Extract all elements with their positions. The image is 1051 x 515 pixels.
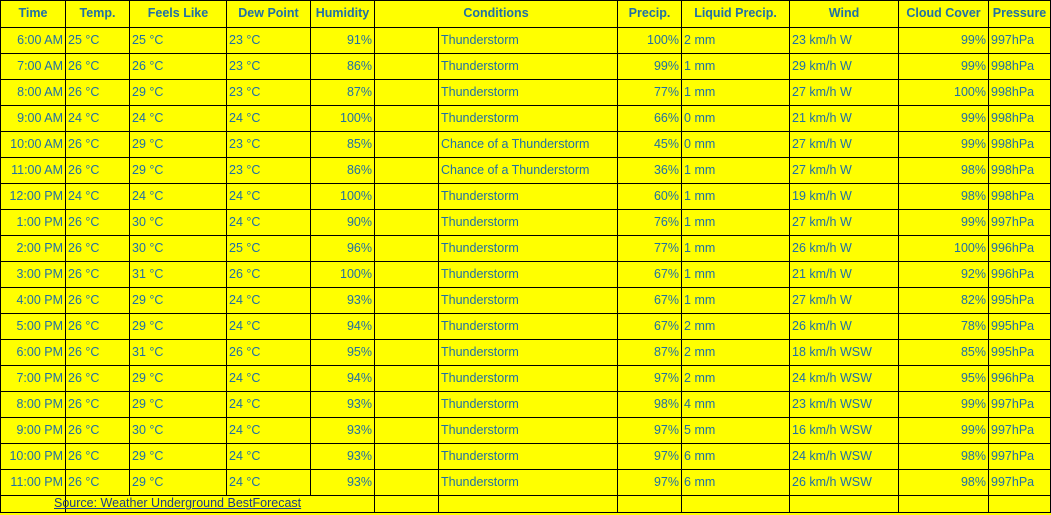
cell-dew-point: 24 °C	[227, 288, 311, 314]
cell-wind: 23 km/h W	[790, 28, 899, 54]
cell-conditions: Thunderstorm	[439, 288, 618, 314]
cell-temp: 26 °C	[66, 288, 130, 314]
cell-precip: 100%	[618, 28, 682, 54]
table-row	[1, 366, 1051, 392]
cell-blank	[375, 470, 439, 496]
cell-cloud-cover: 82%	[899, 288, 989, 314]
cell-feels-like: 29 °C	[130, 288, 227, 314]
cell-liquid-precip: 2 mm	[682, 28, 790, 54]
cell-temp: 26 °C	[66, 418, 130, 444]
cell-cloud-cover: 99%	[899, 210, 989, 236]
header-row	[1, 1, 1051, 28]
cell-precip: 97%	[618, 470, 682, 496]
cell-pressure: 997hPa	[989, 418, 1051, 444]
table-row	[1, 80, 1051, 106]
cell-blank	[375, 418, 439, 444]
cell-feels-like: 29 °C	[130, 366, 227, 392]
cell-liquid-precip: 1 mm	[682, 236, 790, 262]
cell-blank	[375, 392, 439, 418]
cell-time: 3:00 PM	[1, 262, 66, 288]
cell-humidity: 90%	[311, 210, 375, 236]
cell-wind: 26 km/h W	[790, 314, 899, 340]
cell-feels-like: 30 °C	[130, 236, 227, 262]
cell-feels-like: 30 °C	[130, 210, 227, 236]
cell-feels-like: 31 °C	[130, 340, 227, 366]
cell-humidity: 93%	[311, 418, 375, 444]
cell-precip: 67%	[618, 314, 682, 340]
cell-pressure: 996hPa	[989, 262, 1051, 288]
cell-liquid-precip: 0 mm	[682, 106, 790, 132]
cell-conditions: Thunderstorm	[439, 28, 618, 54]
cell-pressure: 998hPa	[989, 184, 1051, 210]
table-row	[1, 28, 1051, 54]
cell-temp: 25 °C	[66, 28, 130, 54]
cell-liquid-precip: 5 mm	[682, 418, 790, 444]
cell-humidity: 94%	[311, 366, 375, 392]
cell-temp: 26 °C	[66, 314, 130, 340]
cell-dew-point: 23 °C	[227, 80, 311, 106]
cell-pressure: 997hPa	[989, 444, 1051, 470]
cell-conditions: Chance of a Thunderstorm	[439, 132, 618, 158]
table-row	[1, 132, 1051, 158]
cell-cloud-cover: 99%	[899, 418, 989, 444]
cell-pressure: 997hPa	[989, 28, 1051, 54]
cell-cloud-cover: 92%	[899, 262, 989, 288]
cell-precip: 97%	[618, 366, 682, 392]
cell-precip: 87%	[618, 340, 682, 366]
table-row	[1, 340, 1051, 366]
cell-feels-like: 29 °C	[130, 80, 227, 106]
cell-wind: 21 km/h W	[790, 106, 899, 132]
cell-humidity: 100%	[311, 106, 375, 132]
cell-liquid-precip: 1 mm	[682, 184, 790, 210]
cell-cloud-cover: 98%	[899, 184, 989, 210]
cell-time: 1:00 PM	[1, 210, 66, 236]
cell-precip: 45%	[618, 132, 682, 158]
cell-time: 9:00 PM	[1, 418, 66, 444]
header-feels-like: Feels Like	[130, 1, 227, 28]
cell-cloud-cover: 99%	[899, 132, 989, 158]
cell-dew-point: 25 °C	[227, 236, 311, 262]
cell-dew-point: 24 °C	[227, 392, 311, 418]
cell-time: 6:00 AM	[1, 28, 66, 54]
cell-blank	[375, 314, 439, 340]
cell-time: 11:00 PM	[1, 470, 66, 496]
cell-time: 11:00 AM	[1, 158, 66, 184]
cell-dew-point: 26 °C	[227, 262, 311, 288]
cell-dew-point: 23 °C	[227, 28, 311, 54]
cell-precip: 77%	[618, 236, 682, 262]
cell-dew-point: 23 °C	[227, 54, 311, 80]
cell-humidity: 100%	[311, 184, 375, 210]
cell-pressure: 996hPa	[989, 366, 1051, 392]
cell-pressure: 996hPa	[989, 236, 1051, 262]
cell-temp: 24 °C	[66, 184, 130, 210]
cell-temp: 26 °C	[66, 158, 130, 184]
cell-temp: 26 °C	[66, 210, 130, 236]
cell-precip: 67%	[618, 262, 682, 288]
cell-liquid-precip: 2 mm	[682, 366, 790, 392]
cell-blank	[375, 366, 439, 392]
cell-humidity: 93%	[311, 392, 375, 418]
cell-liquid-precip: 4 mm	[682, 392, 790, 418]
footer-row	[1, 496, 1051, 513]
cell-precip: 77%	[618, 80, 682, 106]
cell-feels-like: 25 °C	[130, 28, 227, 54]
cell-conditions: Thunderstorm	[439, 340, 618, 366]
cell-time: 12:00 PM	[1, 184, 66, 210]
table-row	[1, 236, 1051, 262]
cell-humidity: 95%	[311, 340, 375, 366]
cell-precip: 99%	[618, 54, 682, 80]
cell-conditions: Chance of a Thunderstorm	[439, 158, 618, 184]
cell-feels-like: 29 °C	[130, 158, 227, 184]
cell-blank	[375, 158, 439, 184]
header-dew-point: Dew Point	[227, 1, 311, 28]
cell-pressure: 995hPa	[989, 314, 1051, 340]
cell-blank	[375, 262, 439, 288]
header-pressure: Pressure	[989, 1, 1051, 28]
cell-feels-like: 24 °C	[130, 106, 227, 132]
cell-cloud-cover: 100%	[899, 80, 989, 106]
cell-liquid-precip: 2 mm	[682, 340, 790, 366]
cell-feels-like: 29 °C	[130, 444, 227, 470]
cell-conditions: Thunderstorm	[439, 444, 618, 470]
cell-blank	[375, 80, 439, 106]
cell-feels-like: 26 °C	[130, 54, 227, 80]
cell-feels-like: 24 °C	[130, 184, 227, 210]
cell-cloud-cover: 99%	[899, 28, 989, 54]
cell-feels-like: 29 °C	[130, 314, 227, 340]
cell-wind: 29 km/h W	[790, 54, 899, 80]
table-row	[1, 158, 1051, 184]
cell-temp: 26 °C	[66, 392, 130, 418]
table-row	[1, 54, 1051, 80]
cell-humidity: 93%	[311, 470, 375, 496]
cell-precip: 60%	[618, 184, 682, 210]
cell-time: 10:00 PM	[1, 444, 66, 470]
cell-time: 9:00 AM	[1, 106, 66, 132]
cell-precip: 97%	[618, 444, 682, 470]
cell-conditions: Thunderstorm	[439, 366, 618, 392]
cell-pressure: 997hPa	[989, 470, 1051, 496]
cell-liquid-precip: 0 mm	[682, 132, 790, 158]
cell-blank	[375, 340, 439, 366]
table-row	[1, 262, 1051, 288]
cell-wind: 24 km/h WSW	[790, 444, 899, 470]
header-time: Time	[1, 1, 66, 28]
cell-time: 2:00 PM	[1, 236, 66, 262]
cell-conditions: Thunderstorm	[439, 314, 618, 340]
cell-temp: 24 °C	[66, 106, 130, 132]
cell-temp: 26 °C	[66, 444, 130, 470]
cell-wind: 21 km/h W	[790, 262, 899, 288]
cell-blank	[375, 54, 439, 80]
cell-wind: 27 km/h W	[790, 210, 899, 236]
cell-cloud-cover: 98%	[899, 158, 989, 184]
cell-blank	[375, 236, 439, 262]
cell-time: 10:00 AM	[1, 132, 66, 158]
header-liquid-precip: Liquid Precip.	[682, 1, 790, 28]
table-row	[1, 444, 1051, 470]
cell-dew-point: 24 °C	[227, 444, 311, 470]
cell-humidity: 91%	[311, 28, 375, 54]
cell-conditions: Thunderstorm	[439, 262, 618, 288]
table-row	[1, 106, 1051, 132]
cell-cloud-cover: 95%	[899, 366, 989, 392]
cell-pressure: 998hPa	[989, 158, 1051, 184]
table-row	[1, 288, 1051, 314]
cell-pressure: 998hPa	[989, 106, 1051, 132]
cell-dew-point: 24 °C	[227, 366, 311, 392]
cell-wind: 24 km/h WSW	[790, 366, 899, 392]
cell-conditions: Thunderstorm	[439, 236, 618, 262]
header-wind: Wind	[790, 1, 899, 28]
cell-conditions: Thunderstorm	[439, 418, 618, 444]
cell-humidity: 94%	[311, 314, 375, 340]
cell-temp: 26 °C	[66, 54, 130, 80]
cell-temp: 26 °C	[66, 236, 130, 262]
cell-liquid-precip: 1 mm	[682, 80, 790, 106]
cell-temp: 26 °C	[66, 340, 130, 366]
cell-feels-like: 29 °C	[130, 470, 227, 496]
cell-conditions: Thunderstorm	[439, 80, 618, 106]
table-row	[1, 184, 1051, 210]
cell-blank	[375, 210, 439, 236]
cell-cloud-cover: 98%	[899, 470, 989, 496]
cell-dew-point: 24 °C	[227, 184, 311, 210]
cell-time: 4:00 PM	[1, 288, 66, 314]
cell-liquid-precip: 1 mm	[682, 54, 790, 80]
cell-humidity: 93%	[311, 444, 375, 470]
cell-dew-point: 23 °C	[227, 158, 311, 184]
cell-wind: 27 km/h W	[790, 158, 899, 184]
cell-pressure: 997hPa	[989, 392, 1051, 418]
header-conditions: Conditions	[375, 1, 618, 28]
cell-time: 7:00 PM	[1, 366, 66, 392]
header-cloud-cover: Cloud Cover	[899, 1, 989, 28]
cell-precip: 98%	[618, 392, 682, 418]
table-row	[1, 314, 1051, 340]
cell-conditions: Thunderstorm	[439, 210, 618, 236]
header-precip: Precip.	[618, 1, 682, 28]
cell-wind: 26 km/h W	[790, 236, 899, 262]
cell-cloud-cover: 99%	[899, 106, 989, 132]
cell-liquid-precip: 1 mm	[682, 210, 790, 236]
cell-blank	[375, 106, 439, 132]
cell-conditions: Thunderstorm	[439, 184, 618, 210]
cell-temp: 26 °C	[66, 80, 130, 106]
cell-liquid-precip: 1 mm	[682, 158, 790, 184]
cell-dew-point: 24 °C	[227, 106, 311, 132]
cell-conditions: Thunderstorm	[439, 470, 618, 496]
cell-wind: 27 km/h W	[790, 80, 899, 106]
cell-cloud-cover: 78%	[899, 314, 989, 340]
header-humidity: Humidity	[311, 1, 375, 28]
cell-temp: 26 °C	[66, 470, 130, 496]
cell-temp: 26 °C	[66, 262, 130, 288]
cell-pressure: 995hPa	[989, 340, 1051, 366]
cell-precip: 76%	[618, 210, 682, 236]
table-row	[1, 392, 1051, 418]
cell-blank	[375, 288, 439, 314]
cell-humidity: 86%	[311, 54, 375, 80]
cell-humidity: 96%	[311, 236, 375, 262]
cell-feels-like: 30 °C	[130, 418, 227, 444]
cell-wind: 27 km/h W	[790, 132, 899, 158]
cell-humidity: 100%	[311, 262, 375, 288]
cell-pressure: 998hPa	[989, 132, 1051, 158]
cell-wind: 26 km/h WSW	[790, 470, 899, 496]
cell-conditions: Thunderstorm	[439, 54, 618, 80]
cell-dew-point: 24 °C	[227, 314, 311, 340]
cell-liquid-precip: 1 mm	[682, 288, 790, 314]
header-temp: Temp.	[66, 1, 130, 28]
cell-humidity: 93%	[311, 288, 375, 314]
cell-time: 8:00 AM	[1, 80, 66, 106]
cell-humidity: 87%	[311, 80, 375, 106]
table-row	[1, 210, 1051, 236]
cell-precip: 36%	[618, 158, 682, 184]
cell-cloud-cover: 99%	[899, 392, 989, 418]
source-link[interactable]: Source: Weather Underground BestForecast	[54, 496, 302, 510]
cell-liquid-precip: 6 mm	[682, 444, 790, 470]
cell-cloud-cover: 99%	[899, 54, 989, 80]
cell-feels-like: 31 °C	[130, 262, 227, 288]
table-row	[1, 470, 1051, 496]
cell-blank	[375, 444, 439, 470]
cell-cloud-cover: 98%	[899, 444, 989, 470]
cell-dew-point: 24 °C	[227, 418, 311, 444]
cell-pressure: 998hPa	[989, 80, 1051, 106]
cell-wind: 27 km/h W	[790, 288, 899, 314]
cell-cloud-cover: 100%	[899, 236, 989, 262]
cell-precip: 66%	[618, 106, 682, 132]
cell-dew-point: 24 °C	[227, 210, 311, 236]
cell-wind: 16 km/h WSW	[790, 418, 899, 444]
cell-wind: 19 km/h W	[790, 184, 899, 210]
cell-liquid-precip: 2 mm	[682, 314, 790, 340]
cell-cloud-cover: 85%	[899, 340, 989, 366]
cell-liquid-precip: 1 mm	[682, 262, 790, 288]
cell-wind: 23 km/h WSW	[790, 392, 899, 418]
cell-liquid-precip: 6 mm	[682, 470, 790, 496]
cell-time: 6:00 PM	[1, 340, 66, 366]
cell-temp: 26 °C	[66, 132, 130, 158]
cell-feels-like: 29 °C	[130, 132, 227, 158]
cell-blank	[375, 184, 439, 210]
cell-pressure: 995hPa	[989, 288, 1051, 314]
cell-temp: 26 °C	[66, 366, 130, 392]
table-row	[1, 418, 1051, 444]
cell-conditions: Thunderstorm	[439, 392, 618, 418]
cell-blank	[375, 28, 439, 54]
cell-pressure: 997hPa	[989, 210, 1051, 236]
cell-humidity: 85%	[311, 132, 375, 158]
cell-time: 8:00 PM	[1, 392, 66, 418]
cell-dew-point: 23 °C	[227, 132, 311, 158]
cell-dew-point: 26 °C	[227, 340, 311, 366]
cell-humidity: 86%	[311, 158, 375, 184]
cell-pressure: 998hPa	[989, 54, 1051, 80]
cell-feels-like: 29 °C	[130, 392, 227, 418]
cell-precip: 97%	[618, 418, 682, 444]
cell-time: 5:00 PM	[1, 314, 66, 340]
cell-precip: 67%	[618, 288, 682, 314]
cell-dew-point: 24 °C	[227, 470, 311, 496]
cell-conditions: Thunderstorm	[439, 106, 618, 132]
cell-wind: 18 km/h WSW	[790, 340, 899, 366]
cell-blank	[375, 132, 439, 158]
cell-time: 7:00 AM	[1, 54, 66, 80]
